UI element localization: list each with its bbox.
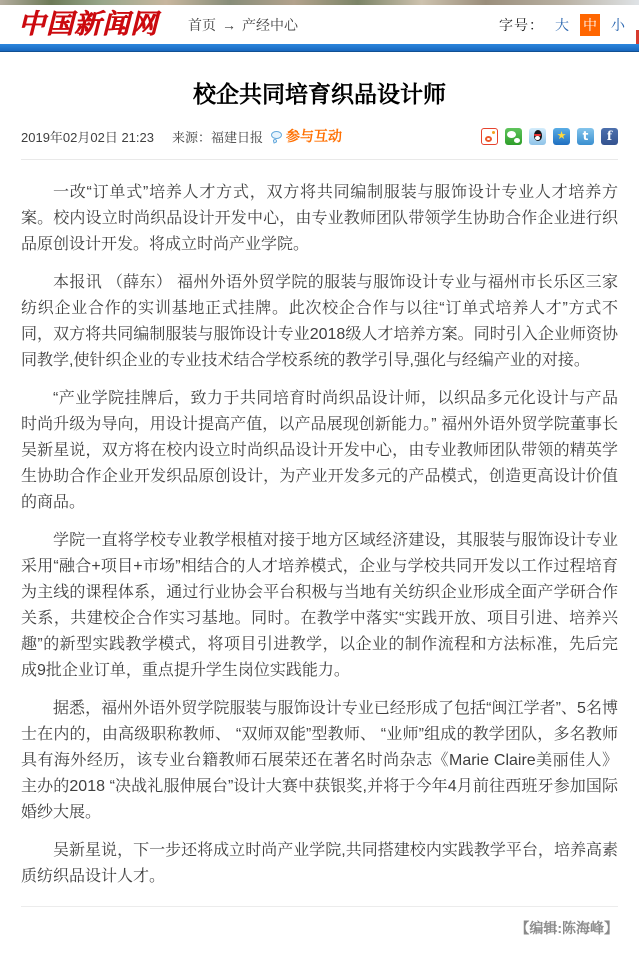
paragraph: 本报讯 （薛东） 福州外语外贸学院的服装与服饰设计专业与福州市长乐区三家纺织企业合作的实训基地正式挂牌。此次校企合作与以往“订单式培养人才”方式不同，双方将共同编制服装与服饰设计专业2018级人才培养方案。同时引入企业师资协同教学,使针织企业的专业技术结合学校系统的教学引导,强化与经编产业的对接。	[21, 274, 618, 369]
qq-share-icon[interactable]	[529, 128, 546, 145]
wechat-share-icon[interactable]	[505, 128, 522, 145]
publish-datetime: 2019年02月02日 21:23	[21, 129, 154, 145]
paragraph: 吴新星说，下一步还将成立时尚产业学院,共同搭建校内实践教学平台，培养高素质纺织品设计人才。	[21, 842, 618, 885]
share-icons	[481, 128, 618, 145]
weibo-share-icon[interactable]	[481, 128, 498, 145]
interact-link[interactable]: 参与互动	[286, 128, 342, 144]
font-size-small-button[interactable]: 小	[611, 16, 625, 33]
paragraph: 学院一直将学校专业教学根植对接于地方区域经济建设，其服装与服饰设计专业采用“融合+项目+市场”相结合的人才培养模式，企业与学校共同开发以工作过程培育为主线的课程体系，通过行业协会平台积极与当地有关纺织企业形成全面产学研合作关系，共建校企合作实习基地。同时。在教学中落实“实践开放、项目引进、培养兴趣”的新型实践教学模式，将项目引进教学，以企业的制作流程和方法标准，先后完成9批企业订单，重点提升学生岗位实践能力。	[21, 532, 618, 679]
font-size-label: 字号：	[499, 16, 544, 33]
qzone-share-icon[interactable]: ★	[553, 128, 570, 145]
site-header	[0, 5, 639, 44]
facebook-share-icon[interactable]: f	[601, 128, 618, 145]
twitter-share-icon[interactable]: t	[577, 128, 594, 145]
article-footer	[21, 906, 618, 938]
breadcrumb-section[interactable]: 产经中心	[242, 16, 298, 33]
paragraph-lead: 一改“订单式”培养人才方式，双方将共同编制服装与服饰设计专业人才培养方案。校内设立时尚织品设计开发中心，由专业教师团队带领学生协助合作企业进行织品原创设计开发。将成立时尚产业学院。	[21, 184, 618, 253]
paragraph: “产业学院挂牌后，致力于共同培育时尚织品设计师，以织品多元化设计与产品时尚升级为导向，用设计提高产值，以产品展现创新能力。” 福州外语外贸学院董事长吴新星说，双方将在校内设立时尚织品设计开发中心，由专业教师团队带领的精英学生协助合作企业开发织品原创设计，为产业开发多元的产品模式，创造更高设计价值的商品。	[21, 390, 618, 511]
article-meta-row	[21, 126, 618, 160]
speech-bubble-icon	[271, 131, 284, 141]
header-divider-bar	[0, 44, 639, 52]
font-size-large-button[interactable]: 大	[555, 16, 569, 33]
breadcrumb	[188, 15, 298, 35]
breadcrumb-arrow-icon: →	[222, 16, 236, 33]
source-label: 来源：福建日报	[171, 129, 263, 145]
article	[0, 76, 639, 938]
breadcrumb-home[interactable]: 首页	[188, 16, 216, 33]
site-logo[interactable]: 中国新闻网	[18, 9, 158, 40]
paragraph: 据悉，福州外语外贸学院服装与服饰设计专业已经形成了包括“闽江学者”、5名博士在内的，由高级职称教师、 “双师双能”型教师、 “业师”组成的教学团队，多名教师具有海外经历，该专业台籍教师石展荣还在著名时尚杂志《Marie Claire美丽佳人》主办的2018 “决战礼服伸展台”设计大赛中获银奖,并将于今年4月前往西班牙参加国际婚纱大展。	[21, 700, 618, 821]
editor-credit: 【编辑:陈海峰】	[515, 920, 618, 936]
font-size-control	[499, 14, 627, 36]
article-body	[21, 180, 618, 890]
font-size-medium-button[interactable]: 中	[580, 14, 600, 36]
article-title: 校企共同培育织品设计师	[193, 81, 446, 107]
